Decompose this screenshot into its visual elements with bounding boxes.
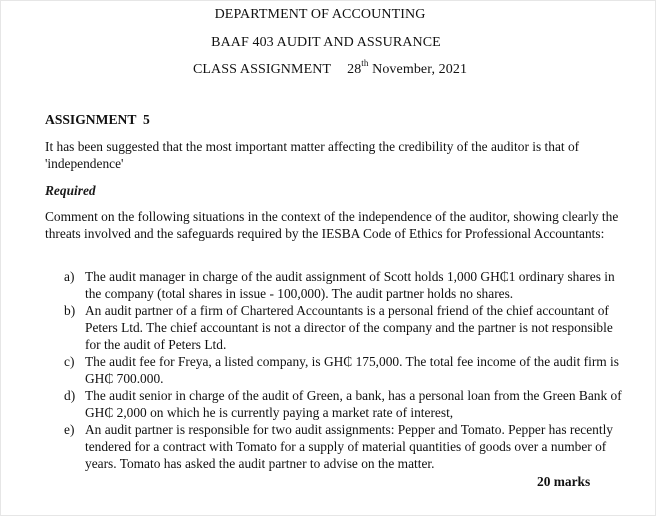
list-marker: b) [64,303,76,318]
department-heading: DEPARTMENT OF ACCOUNTING [214,7,426,22]
list-item-text: An audit partner is responsible for two audit assignments: Pepper and Tomato. Pepper has recently tendered for a contract with Tomato for a supply of material quantities of goods over a number of years. Tomato has asked the audit partner to advise on the matter. [85,422,613,471]
list-item-text: An audit partner of a firm of Chartered Accountants is a personal friend of the chief accountant of Peters Ltd. The chief accountant is not a director of the company and the partner is not responsible for the audit of Peters Ltd. [85,303,613,352]
date-day: 28 [347,62,362,77]
list-item [64,421,624,472]
list-marker: d) [64,388,76,403]
marks-label: 20 marks [537,474,591,489]
intro-paragraph: It has been suggested that the most important matter affecting the credibility of the auditor is that of 'independence' [45,139,580,171]
instruction-paragraph: Comment on the following situations in the context of the independence of the auditor, showing clearly the threats involved and the safeguards required by the IESBA Code of Ethics for Professional Accountants: [45,209,619,241]
list-marker: c) [64,354,75,369]
list-item [64,353,624,387]
list-marker: a) [64,269,75,284]
required-label: Required [45,183,96,198]
list-item-text: The audit fee for Freya, a listed company, is GH₵ 175,000. The total fee income of the audit firm is GH₵ 700.000. [85,354,619,386]
situations-list [64,268,624,472]
list-item-text: The audit manager in charge of the audit assignment of Scott holds 1,000 GH₵1 ordinary shares in the company (total shares in issue - 100,000). The audit partner holds no shares. [85,269,615,301]
assignment-date-line [2,58,656,78]
date-rest: November, 2021 [372,62,468,77]
list-item-text: The audit senior in charge of the audit of Green, a bank, has a personal loan from the Green Bank of GH₵ 2,000 on which he is currently paying a market rate of interest, [85,388,622,420]
list-item [64,302,624,353]
date-suffix: th [361,58,369,69]
list-item [64,387,624,421]
assignment-label: CLASS ASSIGNMENT [192,62,332,77]
course-heading: BAAF 403 AUDIT AND ASSURANCE [211,35,441,50]
list-marker: e) [64,422,75,437]
assignment-title: ASSIGNMENT 5 [45,112,150,127]
list-item [64,268,624,302]
